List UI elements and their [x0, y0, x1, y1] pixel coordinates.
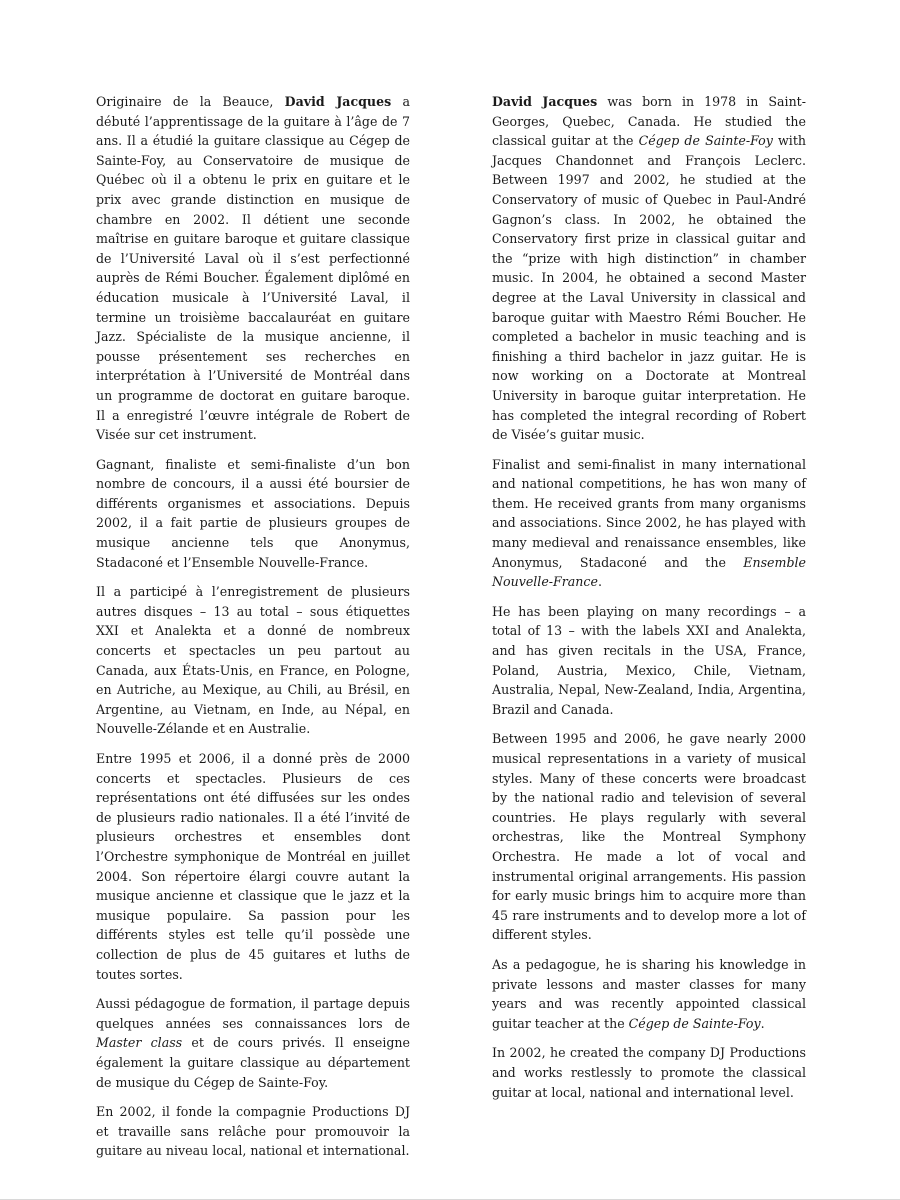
artist-name: David Jacques — [492, 94, 598, 109]
text-span: As a pedagogue, he is sharing his knowledge in private lessons and master classes for many years and was recently appointed classical guitar teacher at the — [492, 956, 806, 1031]
artist-name: David Jacques — [284, 94, 392, 109]
french-biography-column — [96, 92, 410, 1171]
text-span: et de cours privés. Il enseigne également la guitare classique au département de musique du Cégep de Sainte-Foy. — [96, 1035, 410, 1090]
text-span: Originaire de la Beauce, — [96, 94, 285, 109]
text-span: . — [760, 1015, 765, 1031]
french-paragraph-1 — [96, 92, 410, 445]
italic-term: Cégep de Sainte-Foy — [628, 1015, 761, 1031]
italic-term: Ensemble Nouvelle-France — [492, 554, 806, 590]
english-paragraph-4: Between 1995 and 2006, he gave nearly 2000 musical representations in a variety of musical styles. Many of these concerts were broadcast by the national radio and television of several countries. He plays regularly with several orchestras, like the Montreal Symphony Orchestra. He made a lot of vocal and instrumental original arrangements. His passion for early music brings him to acquire more than 45 rare instruments and to develop more a lot of different styles. — [492, 731, 806, 943]
text-span: Finalist and semi-finalist in many international and national competitions, he has won many of them. He received grants from many organisms and associations. Since 2002, he has played with many medieval and renaissance ensembles, like Anonymus, Stadaconé and the — [492, 456, 806, 570]
french-paragraph-2: Gagnant, finaliste et semi-finaliste d’un bon nombre de concours, il a aussi été boursier de différents organismes et associations. Depuis 2002, il a fait partie de plusieurs groupes de musique ancienne tels que Anonymus, Stadaconé et l’Ensemble Nouvelle-France. — [96, 456, 410, 570]
text-span: with Jacques Chandonnet and François Leclerc. Between 1997 and 2002, he studied at the Conservatory of music of Quebec in Paul-André Gagnon’s class. In 2002, he obtained the Conservatory first prize in classical guitar and the “prize with high distinction” in chamber music. In 2004, he obtained a second Master degree at the Laval University in classical and baroque guitar with Maestro Rémi Boucher. He completed a bachelor in music teaching and is finishing a third bachelor in jazz guitar. He is now working on a Doctorate at Montreal University in baroque guitar interpretation. He has completed the integral recording of Robert de Visée’s guitar music. — [492, 133, 806, 443]
english-biography-column — [492, 92, 806, 1112]
text-span: Aussi pédagogue de formation, il partage depuis quelques années ses connaissances lors de — [96, 996, 410, 1031]
english-paragraph-5 — [492, 955, 806, 1033]
text-span: . — [597, 574, 602, 590]
text-span: a débuté l’apprentissage de la guitare à l’âge de 7 ans. Il a étudié la guitare classique au Cégep de Sainte-Foy, au Conservatoire de musique de Québec où il a obtenu le prix en guitare et le prix avec grande distinction en musique de chambre en 2002. Il détient une seconde maîtrise en guitare baroque et guitare classique de l’Université Laval où il s’est perfectionné auprès de Rémi Boucher. Également diplômé en éducation musicale à l’Université Laval, il termine un troisième baccalauréat en guitare Jazz. Spécialiste de la musique ancienne, il pousse présentement ses recherches en interprétation à l’Université de Montréal dans un programme de doctorat en guitare baroque. Il a enregistré l’œuvre intégrale de Robert de Visée sur cet instrument. — [96, 94, 411, 443]
english-paragraph-2 — [492, 455, 806, 592]
text-span: was born in 1978 in Saint-Georges, Quebec, Canada. He studied the classical guitar at the — [492, 94, 806, 149]
french-paragraph-4: Entre 1995 et 2006, il a donné près de 2000 concerts et spectacles. Plusieurs de ces représentations ont été diffusées sur les ondes de plusieurs radio nationales. Il a été l’invité de plusieurs orchestres et ensembles dont l’Orchestre symphonique de Montréal en juillet 2004. Son répertoire élargi couvre autant la musique ancienne et classique que le jazz et la musique populaire. Sa passion pour les différents styles est telle qu’il possède une collection de plus de 45 guitares et luths de toutes sortes. — [96, 751, 410, 982]
french-paragraph-5 — [96, 994, 410, 1092]
english-paragraph-6: In 2002, he created the company DJ Productions and works restlessly to promote the classical guitar at local, national and international level. — [492, 1045, 806, 1100]
english-paragraph-3: He has been playing on many recordings – a total of 13 – with the labels XXI and Analekta, and has given recitals in the USA, France, Poland, Austria, Mexico, Chile, Vietnam, Australia, Nepal, New-Zealand, India, Argentina, Brazil and Canada. — [492, 603, 806, 717]
italic-term: Cégep de Sainte-Foy — [638, 133, 773, 149]
french-paragraph-3: Il a participé à l’enregistrement de plusieurs autres disques – 13 au total – sous étiquettes XXI et Analekta et a donné de nombreux concerts et spectacles un peu partout au Canada, aux États-Unis, en France, en Pologne, en Autriche, au Mexique, au Chili, au Brésil, en Argentine, au Vietnam, en Inde, au Népal, en Nouvelle-Zélande et en Australie. — [96, 584, 410, 737]
french-paragraph-6: En 2002, il fonde la compagnie Productions DJ et travaille sans relâche pour promouvoir la guitare au niveau local, national et international. — [96, 1104, 410, 1159]
english-paragraph-1 — [492, 92, 806, 445]
italic-term: Master class — [96, 1035, 183, 1051]
